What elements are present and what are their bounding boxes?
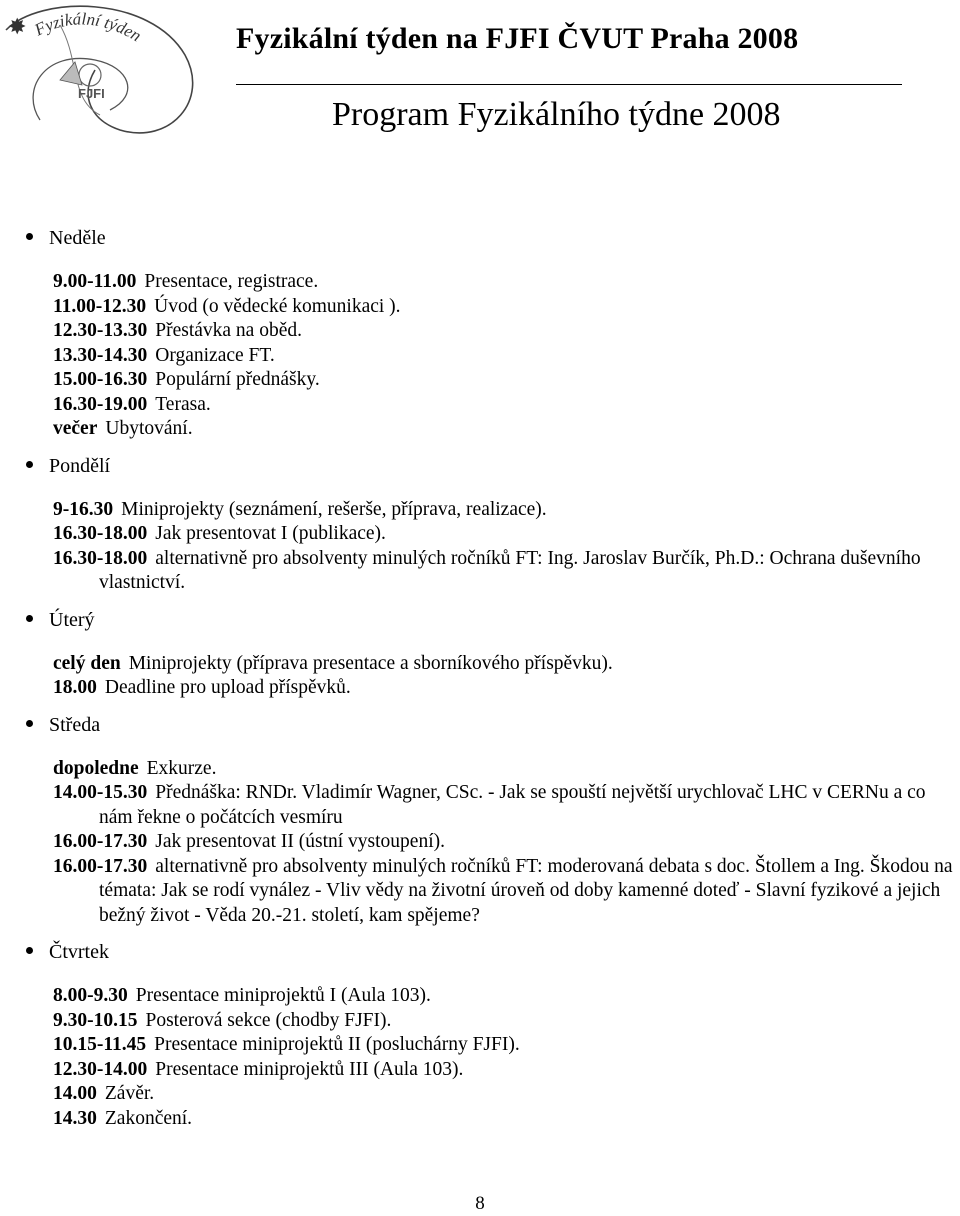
schedule-entry	[53, 1009, 956, 1034]
day-label: Úterý	[49, 608, 95, 631]
schedule-entry	[53, 830, 956, 855]
schedule-entry	[53, 781, 956, 830]
entry-time: 16.00-17.30	[53, 831, 148, 852]
entry-text: Ubytování.	[105, 418, 193, 439]
entry-list	[53, 270, 956, 442]
entry-time: 14.00-15.30	[53, 782, 148, 803]
schedule-entry	[53, 676, 956, 701]
entry-text: Jak presentovat I (publikace).	[155, 523, 386, 544]
entry-time: 9.30-10.15	[53, 1009, 138, 1031]
day-section	[26, 608, 956, 701]
entry-time: 15.00-16.30	[53, 369, 148, 390]
entry-time: 18.00	[53, 677, 97, 698]
day-label: Neděle	[49, 227, 106, 249]
logo-star-icon: ✸	[8, 15, 27, 40]
svg-text:Fyzikální týden	[31, 9, 145, 45]
day-heading	[26, 713, 956, 745]
entry-time: 11.00-12.30	[53, 295, 147, 317]
entry-text: Přednáška: RNDr. Vladimír Wagner, CSc. - Jak se spouští největší urychlovač LHC v CERNu a co nám řekne o počátcích vesmíru	[99, 782, 926, 828]
bullet-icon	[26, 461, 33, 468]
header-divider	[236, 84, 902, 85]
entry-text: Zakončení.	[104, 1107, 193, 1129]
entry-text: Organizace FT.	[155, 344, 275, 366]
bullet-icon	[26, 947, 33, 954]
entry-text: Exkurze.	[146, 757, 217, 779]
day-label: Pondělí	[49, 454, 111, 477]
schedule-entry	[53, 757, 956, 782]
entry-text: Jak presentovat II (ústní vystoupení).	[155, 831, 445, 852]
day-section	[26, 940, 956, 1131]
entry-time: 14.00	[53, 1083, 97, 1104]
schedule-entry	[53, 984, 956, 1009]
page-number: 8	[475, 1193, 485, 1214]
entry-time: 16.30-18.00	[53, 523, 148, 544]
day-heading	[26, 454, 956, 486]
entry-time: celý den	[53, 652, 121, 674]
logo-text: Fyzikální týden	[31, 9, 145, 46]
entry-list	[53, 652, 956, 701]
program-title: Program Fyzikálního týdne 2008	[332, 96, 781, 133]
fyzikalni-tyden-logo	[0, 0, 205, 150]
entry-text: Miniprojekty (příprava presentace a sborníkového příspěvku).	[128, 652, 613, 674]
entry-text: Miniprojekty (seznámení, rešerše, příprava, realizace).	[121, 498, 547, 520]
day-label: Středa	[49, 713, 101, 736]
schedule-entry	[53, 522, 956, 547]
schedule-entry	[53, 1107, 956, 1132]
entry-text: Terasa.	[155, 393, 211, 415]
entry-time: 12.30-14.00	[53, 1058, 148, 1080]
day-section	[26, 454, 956, 596]
entry-time: 9.00-11.00	[53, 271, 137, 292]
schedule-entry	[53, 393, 956, 418]
entry-time: dopoledne	[53, 757, 139, 779]
entry-text: Úvod (o vědecké komunikaci ).	[154, 295, 401, 317]
schedule-entry	[53, 855, 956, 929]
entry-text: Presentace miniprojektů I (Aula 103).	[135, 985, 431, 1006]
schedule-entry	[53, 498, 956, 523]
entry-time: 8.00-9.30	[53, 985, 128, 1006]
schedule-entry	[53, 295, 956, 320]
entry-text: Přestávka na oběd.	[155, 320, 302, 341]
entry-time: 12.30-13.30	[53, 320, 148, 341]
day-section	[26, 713, 956, 929]
schedule-entry	[53, 1033, 956, 1058]
entry-text: alternativně pro absolventy minulých ročníků FT: Ing. Jaroslav Burčík, Ph.D.: Ochrana duševního vlastnictví.	[99, 547, 921, 593]
schedule-entry	[53, 1082, 956, 1107]
entry-time: 16.00-17.30	[53, 855, 148, 877]
entry-text: alternativně pro absolventy minulých ročníků FT: moderovaná debata s doc. Štollem a Ing. Škodou na témata: Jak se rodí vynález - Vliv vědy na životní úroveň od doby kamenné doteď - Slavní fyzikové a jejich bežný život - Věda 20.-21. století, kam spějeme?	[99, 855, 953, 926]
entry-time: 16.30-19.00	[53, 393, 148, 415]
program-schedule	[26, 226, 956, 1143]
bullet-icon	[26, 233, 33, 240]
day-label: Čtvrtek	[49, 941, 109, 963]
entry-time: 14.30	[53, 1107, 97, 1129]
bullet-icon	[26, 720, 33, 727]
entry-time: 16.30-18.00	[53, 547, 148, 569]
entry-text: Závěr.	[104, 1083, 155, 1104]
schedule-entry	[53, 547, 956, 596]
entry-text: Presentace, registrace.	[144, 271, 319, 292]
entry-text: Presentace miniprojektů III (Aula 103).	[155, 1058, 464, 1080]
entry-time: 9-16.30	[53, 498, 114, 520]
logo-badge: FJFI	[78, 86, 105, 101]
entry-text: Presentace miniprojektů II (posluchárny FJFI).	[154, 1034, 520, 1055]
entry-list	[53, 498, 956, 596]
bullet-icon	[26, 615, 33, 622]
day-heading	[26, 608, 956, 640]
entry-text: Populární přednášky.	[155, 369, 320, 390]
entry-text: Deadline pro upload příspěvků.	[104, 677, 351, 698]
entry-time: 10.15-11.45	[53, 1034, 147, 1055]
entry-list	[53, 757, 956, 929]
day-heading	[26, 226, 956, 258]
day-section	[26, 226, 956, 442]
entry-list	[53, 984, 956, 1131]
entry-time: večer	[53, 418, 98, 439]
schedule-entry	[53, 319, 956, 344]
schedule-entry	[53, 417, 956, 442]
schedule-entry	[53, 270, 956, 295]
schedule-entry	[53, 652, 956, 677]
entry-text: Posterová sekce (chodby FJFI).	[145, 1009, 392, 1031]
day-heading	[26, 940, 956, 972]
schedule-entry	[53, 368, 956, 393]
document-header-title: Fyzikální týden na FJFI ČVUT Praha 2008	[236, 22, 799, 55]
schedule-entry	[53, 1058, 956, 1083]
schedule-entry	[53, 344, 956, 369]
entry-time: 13.30-14.30	[53, 344, 148, 366]
